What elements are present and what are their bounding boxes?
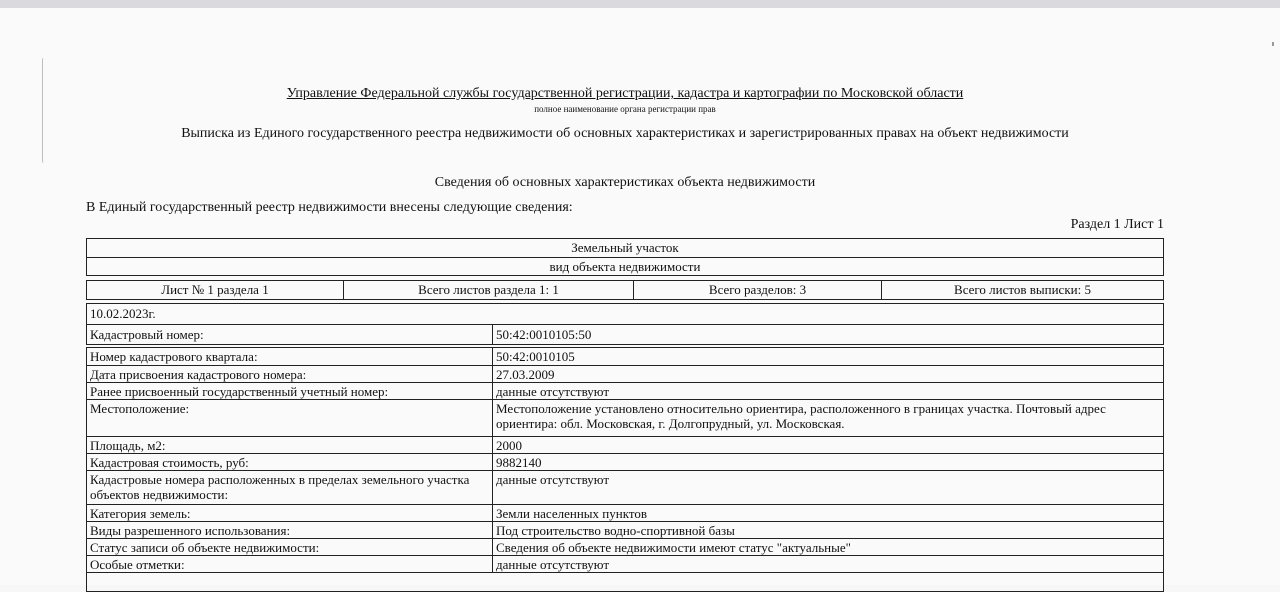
table-row bbox=[87, 437, 1163, 454]
row-label: Дата присвоения кадастрового номера: bbox=[87, 366, 493, 382]
row-label: Кадастровые номера расположенных в пределах земельного участка объектов недвижимости: bbox=[87, 471, 493, 504]
table-row bbox=[87, 366, 1163, 383]
row-label: Площадь, м2: bbox=[87, 437, 493, 453]
row-label: Номер кадастрового квартала: bbox=[87, 348, 493, 365]
page-edge-mark-right bbox=[1272, 42, 1274, 46]
row-label: Кадастровая стоимость, руб: bbox=[87, 454, 493, 470]
row-label: Особые отметки: bbox=[87, 556, 493, 572]
cadastral-number-value: 50:42:0010105:50 bbox=[496, 327, 592, 342]
row-value: 9882140 bbox=[496, 455, 542, 470]
sections-total: Всего разделов: 3 bbox=[633, 281, 881, 299]
intro-text: В Единый государственный реестр недвижимости внесены следующие сведения: bbox=[86, 200, 573, 215]
table-row bbox=[87, 539, 1163, 556]
row-value: данные отсутствуют bbox=[496, 557, 610, 572]
sheet-info-row bbox=[86, 280, 1164, 300]
table-row bbox=[87, 454, 1163, 471]
table-row bbox=[87, 471, 1163, 505]
table-row bbox=[87, 348, 1163, 366]
date-box bbox=[86, 303, 1164, 345]
row-label: Виды разрешенного использования: bbox=[87, 522, 493, 538]
table-row bbox=[87, 522, 1163, 539]
table-row bbox=[87, 556, 1163, 573]
section-heading: Сведения об основных характеристиках объекта недвижимости bbox=[434, 175, 816, 190]
row-value: Под строительство водно-спортивной базы bbox=[496, 523, 735, 538]
extract-sheets-total: Всего листов выписки: 5 bbox=[881, 281, 1163, 299]
registration-authority-note: полное наименование органа регистрации прав bbox=[534, 104, 716, 114]
row-value: данные отсутствуют bbox=[496, 472, 610, 487]
row-value: Местоположение установлено относительно ориентира, расположенного в границах участка. Почтовый адрес ориентира: обл. Московская, г. Долгопрудный, ул. Московская. bbox=[496, 401, 1106, 431]
table-row bbox=[87, 383, 1163, 400]
sheet-number: Лист № 1 раздела 1 bbox=[161, 282, 269, 297]
row-label: Категория земель: bbox=[87, 505, 493, 521]
table-row bbox=[87, 400, 1163, 437]
extract-date: 10.02.2023г. bbox=[90, 306, 156, 321]
registration-authority: Управление Федеральной службы государственной регистрации, кадастра и картографии по Московской области bbox=[286, 86, 964, 101]
row-value: данные отсутствуют bbox=[496, 384, 610, 399]
characteristics-table bbox=[86, 347, 1164, 592]
row-value: Сведения об объекте недвижимости имеют статус "актуальные" bbox=[496, 540, 851, 555]
row-value: 2000 bbox=[496, 438, 522, 453]
section-sheets-total: Всего листов раздела 1: 1 bbox=[343, 281, 633, 299]
object-type-box bbox=[86, 238, 1164, 276]
row-value: 27.03.2009 bbox=[496, 367, 555, 382]
row-label: Ранее присвоенный государственный учетный номер: bbox=[87, 383, 493, 399]
row-label: Статус записи об объекте недвижимости: bbox=[87, 539, 493, 555]
viewer-top-bar bbox=[0, 0, 1280, 8]
section-sheet-reference: Раздел 1 Лист 1 bbox=[1070, 217, 1164, 232]
object-type: Земельный участок bbox=[571, 240, 679, 255]
table-row bbox=[87, 505, 1163, 522]
object-type-label: вид объекта недвижимости bbox=[87, 257, 1163, 276]
row-label: Местоположение: bbox=[87, 400, 493, 436]
cadastral-number-label: Кадастровый номер: bbox=[87, 325, 493, 344]
extract-title: Выписка из Единого государственного реестра недвижимости об основных характеристиках и зарегистрированных правах на объект недвижимости bbox=[181, 126, 1069, 141]
row-value: 50:42:0010105 bbox=[496, 349, 575, 364]
row-value: Земли населенных пунктов bbox=[496, 506, 647, 521]
cadastral-number-row bbox=[87, 324, 1163, 344]
